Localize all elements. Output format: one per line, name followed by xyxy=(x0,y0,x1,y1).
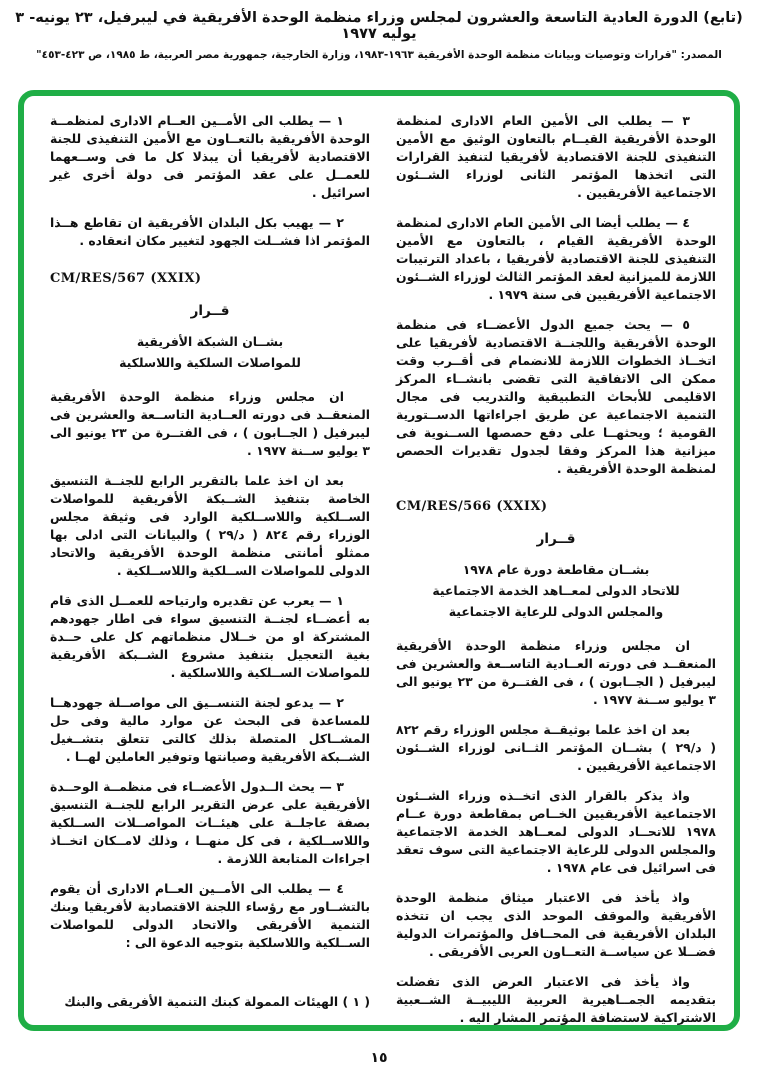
page-header xyxy=(0,10,758,61)
operative-item-2: ٢ — يدعو لجنة التنســيق الى مواصــلة جهودهــا للمساعدة فى البحث عن موارد مالية وفى حل المشــاكل المتصلة بذلك كالتى تتعلق بتشــغيل الشــبكة الأفريقية وصيانتها وتوفير العاملين لهــا . xyxy=(50,695,370,764)
resolution-ref-566: CM/RES/566 (XXIX) xyxy=(396,499,548,514)
paragraph-4: ٤ — يطلب أيضا الى الأمين العام الادارى لمنظمة الوحدة الأفريقية القيام ، بالتعاون مع الأمين التنفيذى للجنة الاقتصادية لأفريقيا ، باعداد الترتيبات اللازمة للميزانية لعقد المؤتمر الثالث لوزراء الشــئون الاجتماعية الأفريقيين فى سنة ١٩٧٩ . xyxy=(396,215,716,302)
considering-offer-paragraph: واذ يأخذ فى الاعتبار العرض الذى تفضلت بتقديمه الجمــاهيرية العربية الليبيــة الشــعبية الاشتراكية لاستضافة المؤتمر المشار اليه . xyxy=(396,974,716,1025)
resolution-ref-567: CM/RES/567 (XXIX) xyxy=(50,271,202,286)
column-left xyxy=(50,112,370,1013)
resolution-title-line: للاتحاد الدولى لمعــاهد الخدمة الاجتماعية xyxy=(432,583,680,598)
resolution-title-line: للمواصلات السلكية واللاسلكية xyxy=(119,355,301,370)
preamble-paragraph: ان مجلس وزراء منظمة الوحدة الأفريقية المنعقــد فى دورته العــادية التاســعة والعشرين فى ليبرفيل ( الجــابون ) ، فى الفتــرة من ٢٣ يونيو الى ٣ يوليو ســنة ١٩٧٧ . xyxy=(396,638,716,707)
page-number: ١٥ xyxy=(370,1050,388,1066)
operative-item-4: ٤ — يطلب الى الأمــين العــام الادارى أن يقوم بالتشــاور مع رؤساء اللجنة الاقتصادية لأفريقيا وبنك التنمية الأفريقى والاتحاد الدولى للمواصلات الســلكية واللاسلكية بتوجيه الدعوة الى : xyxy=(50,881,370,950)
resolution-title-line: بشــان الشبكة الأفريقية xyxy=(136,334,284,349)
resolution-title-line: بشــان مقاطعة دورة عام ١٩٧٨ xyxy=(462,562,650,577)
resolution-heading: قــرار xyxy=(190,303,230,319)
recalling-paragraph: واذ يذكر بالقرار الذى اتخــذه وزراء الشــئون الاجتماعية الأفريقيين الخــاص بمقاطعة دورة عــام ١٩٧٨ للاتحــاد الدولى لمعــاهد الخدمة الاجتماعية والمجلس الدولى للرعاية الاجتماعية التى سوف تعقد فى اسرائيل فى عام ١٩٧٨ . xyxy=(396,788,716,875)
resolution-title xyxy=(396,561,716,624)
resolution-title-line: والمجلس الدولى للرعاية الاجتماعية xyxy=(448,604,664,619)
header-source: المصدر: "قرارات وتوصيات وبيانات منظمة الوحدة الأفريقية ١٩٦٣-١٩٨٣، وزارة الخارجية، جمهورية مصر العربية، ط ١٩٨٥، ص ٤٢٣-٤٥٣" xyxy=(36,49,722,61)
noted-paragraph: بعد ان اخذ علما بالتقرير الرابع للجنــة التنسيق الخاصة بتنفيذ الشــبكة الأفريقية للمواصلات الســلكية واللاســلكية الوارد فى وثيقة مجلس الوزراء رقم ٨٢٤ ( د/٢٩ ) والبيانات التى ادلى بها ممثلو أمانتى منظمة الوحدة الأفريقية والاتحاد الدولى للمواصلات الســلكية واللاســلكية . xyxy=(50,473,370,578)
operative-item-1: ١ — يعرب عن تقديره وارتياحه للعمــل الذى قام به أعضــاء لجنــة التنسيق سواء فى اطار جهودهم المشتركة او من خــلال منظماتهم كل على حــدة بغية التعجيل بتنفيذ مشروع الشــبكة الأفريقية للمواصلات الســلكية واللاسلكية . xyxy=(50,593,370,680)
noted-paragraph: بعد ان اخذ علما بوثيقــة مجلس الوزراء رقم ٨٢٢ ( د/٢٩ ) بشــان المؤتمر الثــانى لوزراء الشــئون الاجتماعية الأفريقيين . xyxy=(396,722,716,773)
paragraph-3: ٣ — يطلب الى الأمين العام الادارى لمنظمة الوحدة الأفريقية القيــام بالتعاون الوثيق مع الأمين التنفيذى للجنة الاقتصادية لأفريقيا لتنفيذ القرارات التى اتخذها المؤتمر الثانى لوزراء الشــئون الاجتماعية الأفريقيين . xyxy=(396,113,716,200)
paragraph-1: ١ — يطلب الى الأمــين العــام الادارى لمنظمــة الوحدة الأفريقية بالتعــاون مع الأمين التنفيذى للجنة الاقتصادية لأفريقيا أن يبذلا كل ما فى وســعهما للعمــل على عقد المؤتمر فى دولة أخرى غير اسرائيل . xyxy=(50,113,370,200)
content-border-box xyxy=(18,90,740,1031)
resolution-title xyxy=(50,333,370,375)
paragraph-2: ٢ — يهيب بكل البلدان الأفريقية ان تقاطع هــذا المؤتمر اذا فشــلت الجهود لتغيير مكان انعقاده . xyxy=(50,215,370,248)
preamble-paragraph: ان مجلس وزراء منظمة الوحدة الأفريقية المنعقــد فى دورته العــادية التاســعة والعشرين فى ليبرفيل ( الجــابون ) ، فى الفتــرة من ٢٣ يونيو الى ٣ يوليو ســنة ١٩٧٧ . xyxy=(50,389,370,458)
resolution-heading: قــرار xyxy=(536,531,576,547)
operative-item-3: ٣ — يحث الــدول الأعضــاء فى منظمــة الوحــدة الأفريقية على عرض التقرير الرابع للجنــة التنسيق بصفة عاجلــة على هيئــات المواصــلات الســلكية واللاســلكية ، فى كل منهــا ، وذلك لامــكان اتخــاذ اجراءات المتابعة اللازمة . xyxy=(50,779,370,866)
column-right xyxy=(396,112,716,1025)
paragraph-5: ٥ — يحث جميع الدول الأعضــاء فى منظمة الوحدة الأفريقية واللجنــة الاقتصادية لأفريقيا على اتخــاذ الخطوات اللازمة للانضمام فى أقــرب وقت ممكن الى الاتفاقية التى تقضى بانشــاء المركز الاقليمى للأبحاث التطبيقية والتدريب فى مجال التنمية الاجتماعية عن طريق اجراءاتها الدســتورية القومية ؛ ويحثهــا على دفع حصصها الســنوية فى ميزانية هذا المركز وفقا لجدول تقديرات الحصص لمنظمة الوحدة الأفريقية . xyxy=(396,317,716,476)
footnote: ( ١ ) الهيئات الممولة كبنك التنمية الأفريقى والبنك xyxy=(64,994,370,1009)
considering-charter-paragraph: واذ يأخذ فى الاعتبار ميثاق منظمة الوحدة الأفريقية والموقف الموحد الذى يجب ان تتخذه البلدان الأفريقية فى المحــافل والمؤتمرات الدولية فضــلا عن سياســة التعــاون العربى الأفريقى . xyxy=(396,890,716,959)
header-title: (تابع) الدورة العادية التاسعة والعشرون لمجلس وزراء منظمة الوحدة الأفريقية في ليبرفيل، ٢٣ يونيه- ٣ يوليه ١٩٧٧ xyxy=(15,10,743,42)
